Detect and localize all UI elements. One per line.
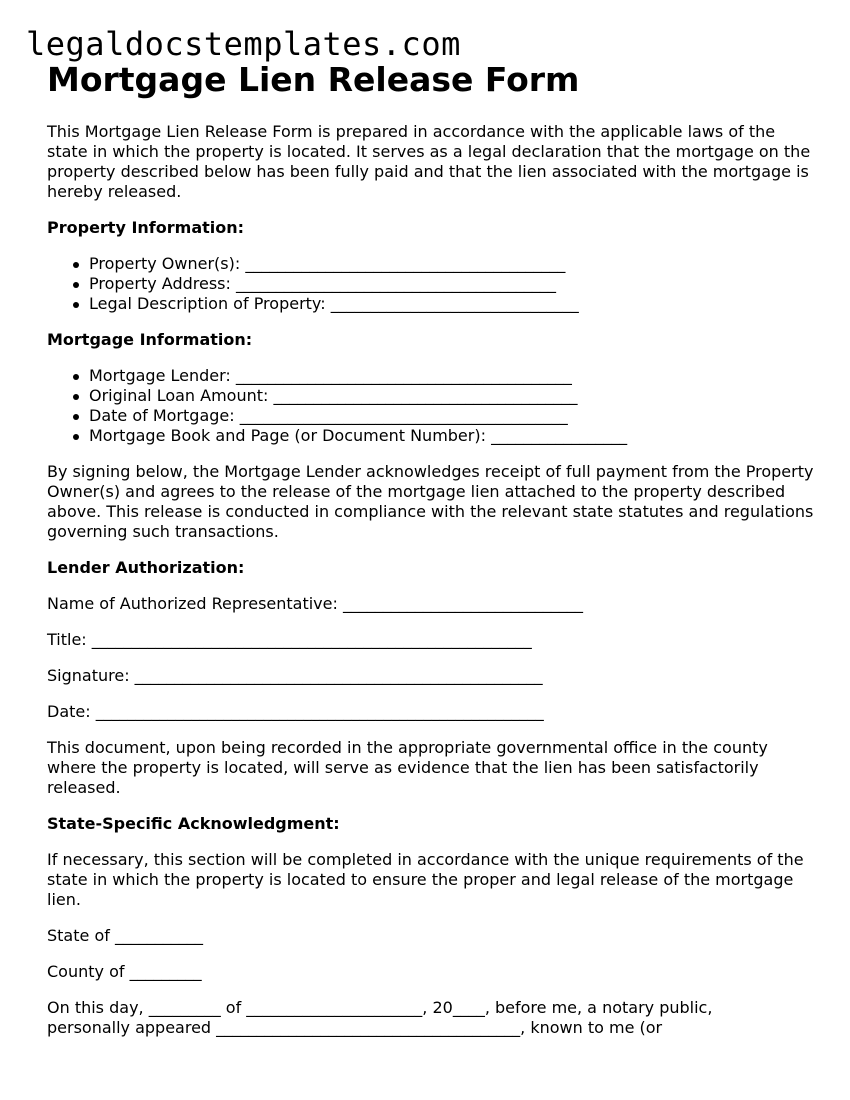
page-title: Mortgage Lien Release Form	[47, 60, 580, 99]
document-page	[47, 58, 817, 1038]
property-information-heading: Property Information:	[47, 218, 245, 237]
original-loan-amount-field[interactable]: Original Loan Amount: ______________________________________	[47, 386, 817, 406]
signature-field[interactable]: Signature: ___________________________________________________	[47, 666, 543, 685]
title-field[interactable]: Title: _______________________________________________________	[47, 630, 532, 649]
county-field[interactable]: County of _________	[47, 962, 202, 981]
mortgage-lender-field[interactable]: Mortgage Lender: __________________________________________	[47, 366, 817, 386]
mortgage-information-heading: Mortgage Information:	[47, 330, 253, 349]
state-field[interactable]: State of ___________	[47, 926, 203, 945]
notary-line-1[interactable]: On this day, _________ of ______________________, 20____, before me, a notary public,	[47, 998, 713, 1017]
recording-paragraph: This document, upon being recorded in the appropriate governmental office in the county where the property is located, will serve as evidence that the lien has been satisfactorily released.	[47, 738, 768, 797]
notary-line-2[interactable]: personally appeared ______________________________________, known to me (or	[47, 1018, 663, 1037]
date-field[interactable]: Date: ________________________________________________________	[47, 702, 544, 721]
state-specific-paragraph: If necessary, this section will be completed in accordance with the unique requirements of the state in which the property is located to ensure the proper and legal release of the mortgage lien.	[47, 850, 804, 909]
mortgage-information-list	[47, 366, 817, 446]
property-information-list	[47, 254, 817, 314]
authorized-representative-field[interactable]: Name of Authorized Representative: ______________________________	[47, 594, 583, 613]
watermark: legaldocstemplates.com	[26, 25, 461, 63]
legal-description-field[interactable]: Legal Description of Property: _______________________________	[47, 294, 817, 314]
intro-paragraph: This Mortgage Lien Release Form is prepared in accordance with the applicable laws of the state in which the property is located. It serves as a legal declaration that the mortgage on the property described below has been fully paid and that the lien associated with the mortgage is hereby released.	[47, 122, 811, 201]
lender-authorization-heading: Lender Authorization:	[47, 558, 245, 577]
date-of-mortgage-field[interactable]: Date of Mortgage: _________________________________________	[47, 406, 817, 426]
property-owner-field[interactable]: Property Owner(s): ________________________________________	[47, 254, 817, 274]
property-address-field[interactable]: Property Address: ________________________________________	[47, 274, 817, 294]
state-specific-heading: State-Specific Acknowledgment:	[47, 814, 340, 833]
acknowledgment-paragraph: By signing below, the Mortgage Lender acknowledges receipt of full payment from the Property Owner(s) and agrees to the release of the mortgage lien attached to the property described above. This release is conducted in compliance with the relevant state statutes and regulations governing such transactions.	[47, 462, 814, 541]
mortgage-book-page-field[interactable]: Mortgage Book and Page (or Document Number): _________________	[47, 426, 817, 446]
